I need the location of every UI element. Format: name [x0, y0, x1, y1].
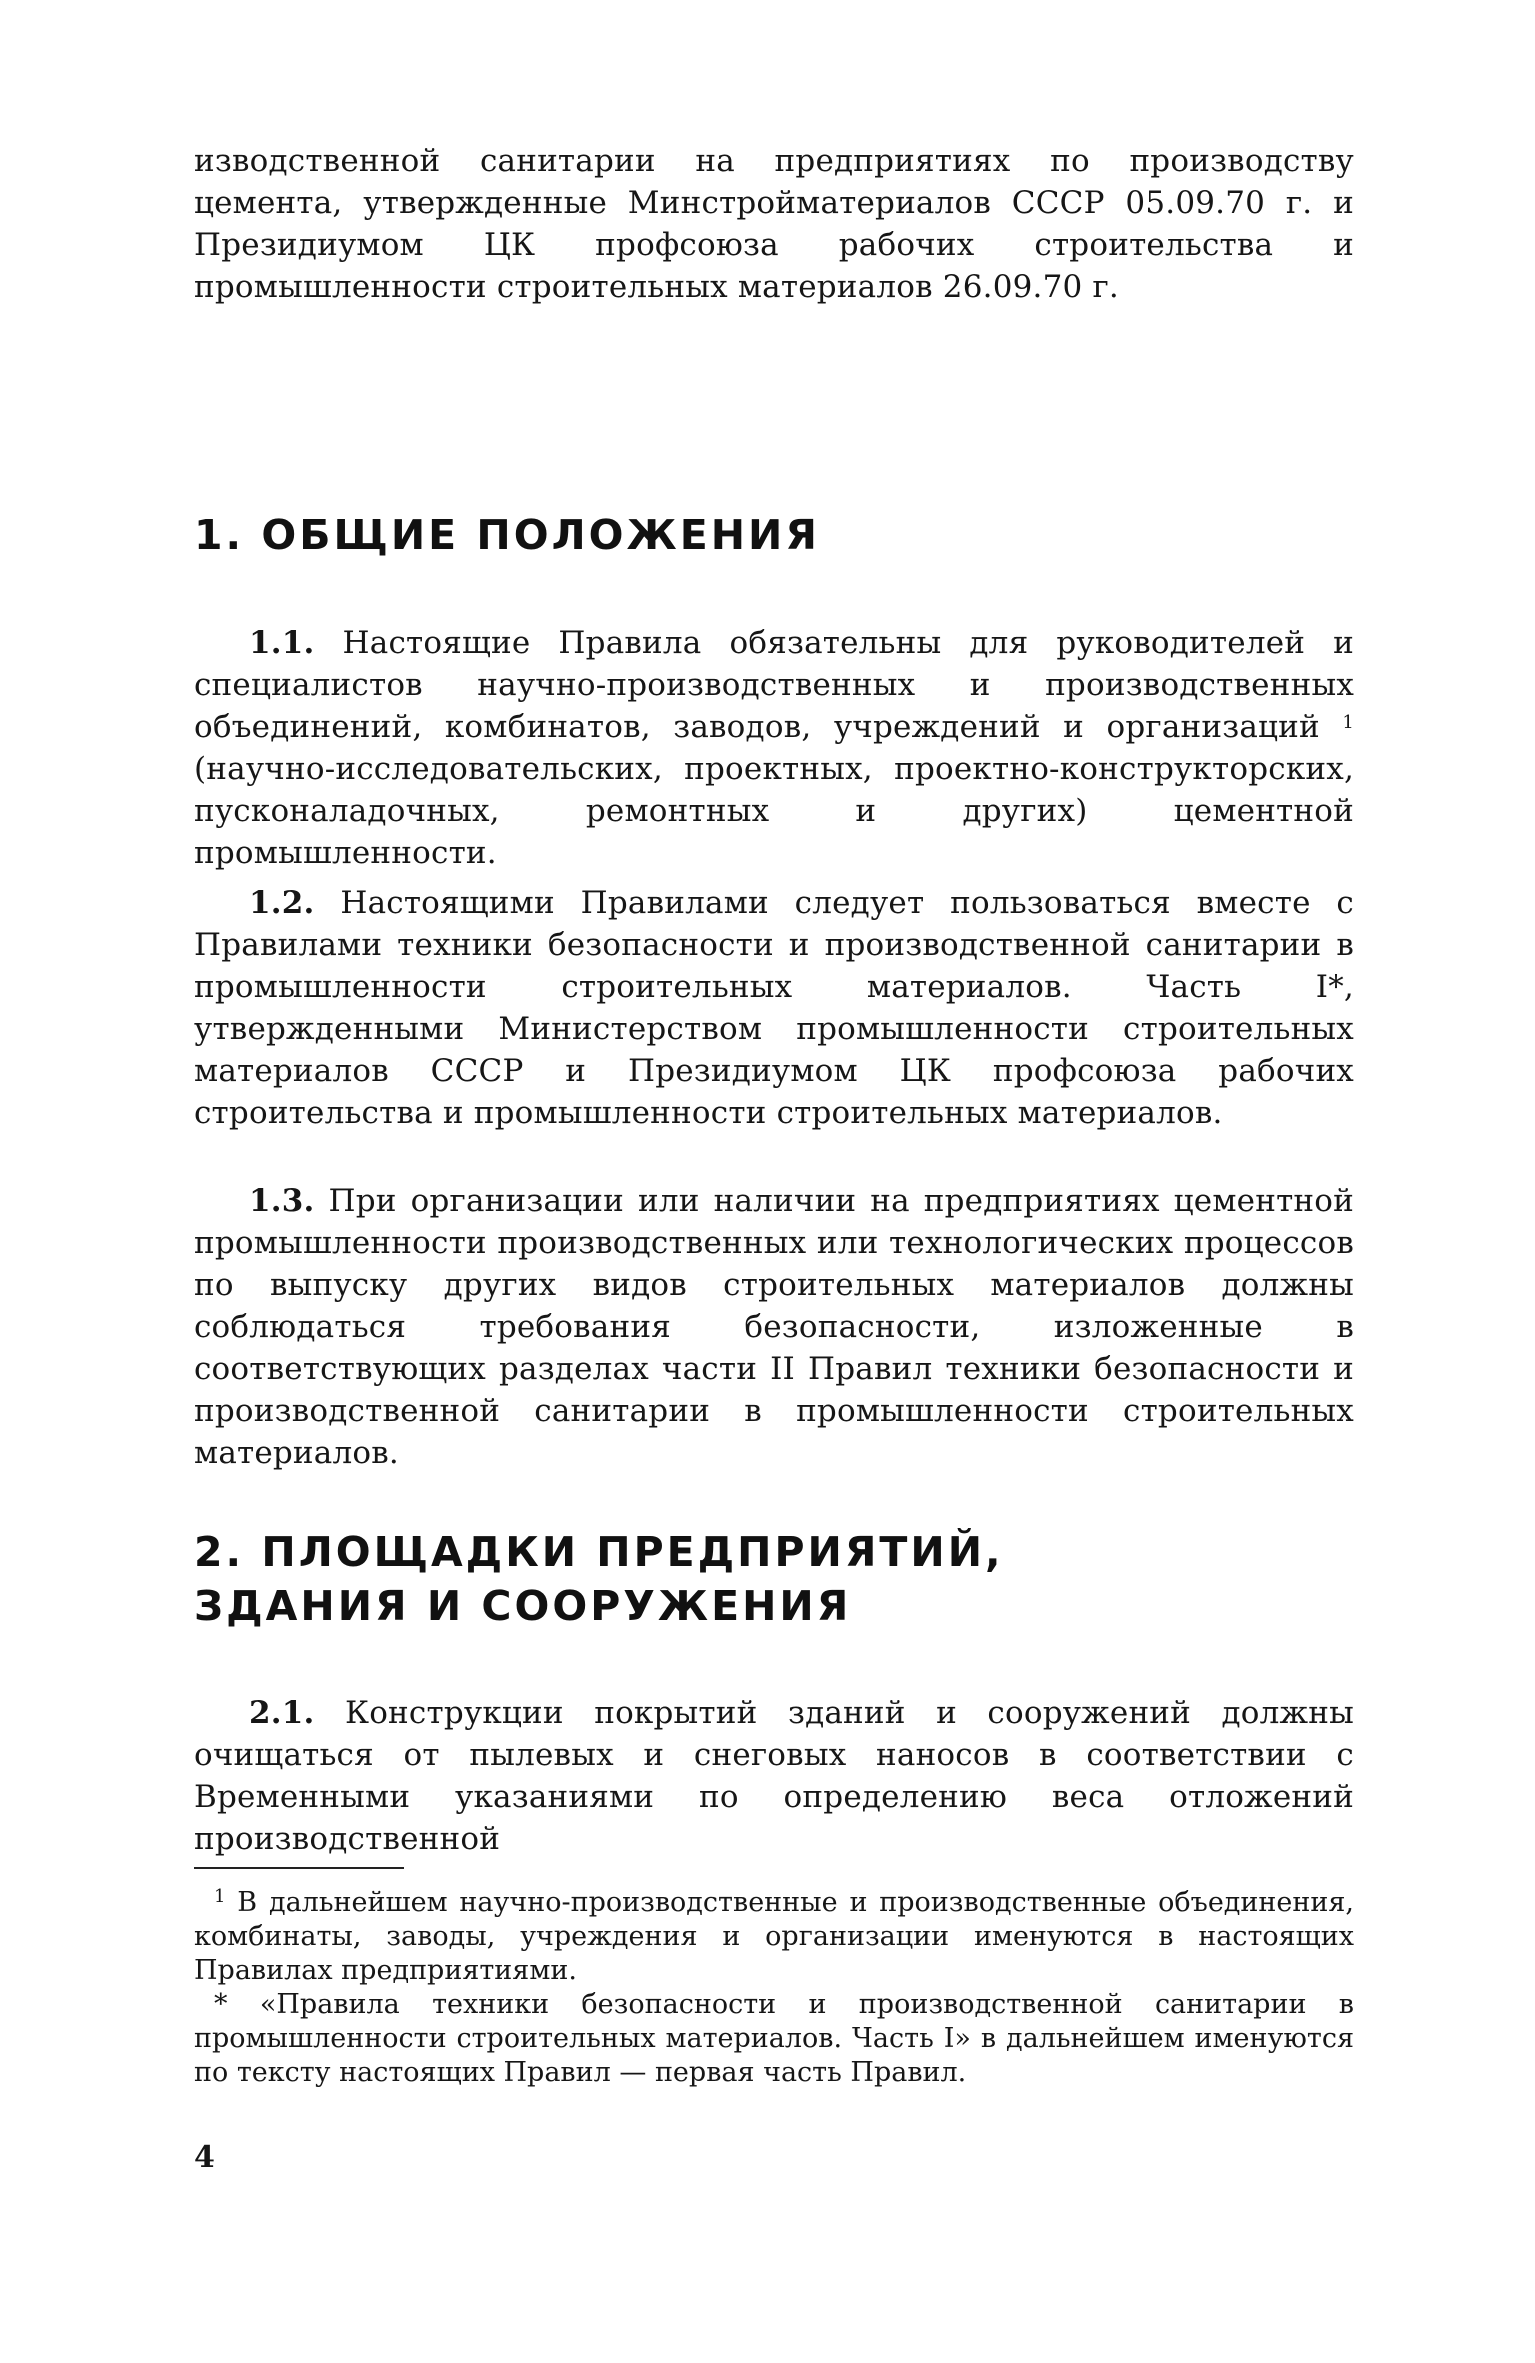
section-2-heading-line-1: 2. ПЛОЩАДКИ ПРЕДПРИЯТИЙ, [194, 1528, 1004, 1576]
footnote-2 [194, 1988, 1354, 2090]
footnote-text: «Правила техники безопасности и производственной санитарии в промышленности строительных материалов. Часть I» в дальнейшем именуются по тексту настоящих Правил — первая часть Правил. [194, 1989, 1354, 2088]
section-1-body-2 [194, 882, 1354, 1134]
section-2-body [194, 1692, 1354, 1860]
footnotes [194, 1886, 1354, 2090]
footnote-1 [194, 1886, 1354, 1988]
clause-text: При организации или наличии на предприятиях цементной промышленности производственных или технологических процессов по выпуску других видов строительных материалов должны соблюдаться требования безопасности, изложенные в соответствующих разделах части II Правил техники безопасности и производственной санитарии в промышленности строительных материалов. [194, 1183, 1355, 1471]
section-1-body [194, 622, 1354, 874]
footnote-marker: * [214, 1989, 228, 2020]
footnote-text: В дальнейшем научно-производственные и производственные объединения, комбинаты, заводы, учреждения и организации именуются в настоящих Правилах предприятиями. [194, 1887, 1354, 1986]
clause-1-3 [194, 1180, 1354, 1474]
footnote-marker: 1 [214, 1886, 226, 1907]
section-1-body-3 [194, 1180, 1354, 1474]
clause-text: Настоящие Правила обязательны для руководителей и специалистов научно-производственных и производственных объединений, комбинатов, заводов, учреждений и организаций [194, 625, 1354, 745]
clause-text: Настоящими Правилами следует пользоваться вместе с Правилами техники безопасности и производственной санитарии в промышленности строительных материалов. Часть I*, утвержденными Министерством промышленности строительных материалов СССР и Президиумом ЦК профсоюза рабочих строительства и промышленности строительных материалов. [194, 885, 1354, 1131]
clause-number: 1.1. [249, 625, 315, 661]
footnote-ref: 1 [1342, 712, 1354, 733]
clause-number: 2.1. [249, 1695, 315, 1731]
section-2-heading-line-2: ЗДАНИЯ И СООРУЖЕНИЯ [194, 1582, 852, 1630]
page-number: 4 [194, 2140, 215, 2175]
clause-text: Конструкции покрытий зданий и сооружений должны очищаться от пылевых и снеговых наносов в соответствии с Временными указаниями по определению веса отложений производственной [194, 1695, 1354, 1857]
section-1-heading: 1. ОБЩИЕ ПОЛОЖЕНИЯ [194, 511, 820, 559]
intro-paragraph: изводственной санитарии на предприятиях по производству цемента, утвержденные Минстройматериалов СССР 05.09.70 г. и Президиумом ЦК профсоюза рабочих строительства и промышленности строительных материалов 26.09.70 г. [194, 143, 1354, 305]
clause-1-1 [194, 622, 1354, 874]
clause-number: 1.3. [249, 1183, 315, 1219]
clause-text-continued: (научно-исследовательских, проектных, проектно-конструкторских, пусконаладочных, ремонтных и других) цементной промышленности. [194, 751, 1354, 871]
clause-1-2 [194, 882, 1354, 1134]
clause-2-1 [194, 1692, 1354, 1860]
clause-number: 1.2. [249, 885, 315, 921]
intro-block [194, 140, 1354, 308]
section-2-heading [194, 1525, 1004, 1633]
footnote-divider [194, 1867, 404, 1869]
